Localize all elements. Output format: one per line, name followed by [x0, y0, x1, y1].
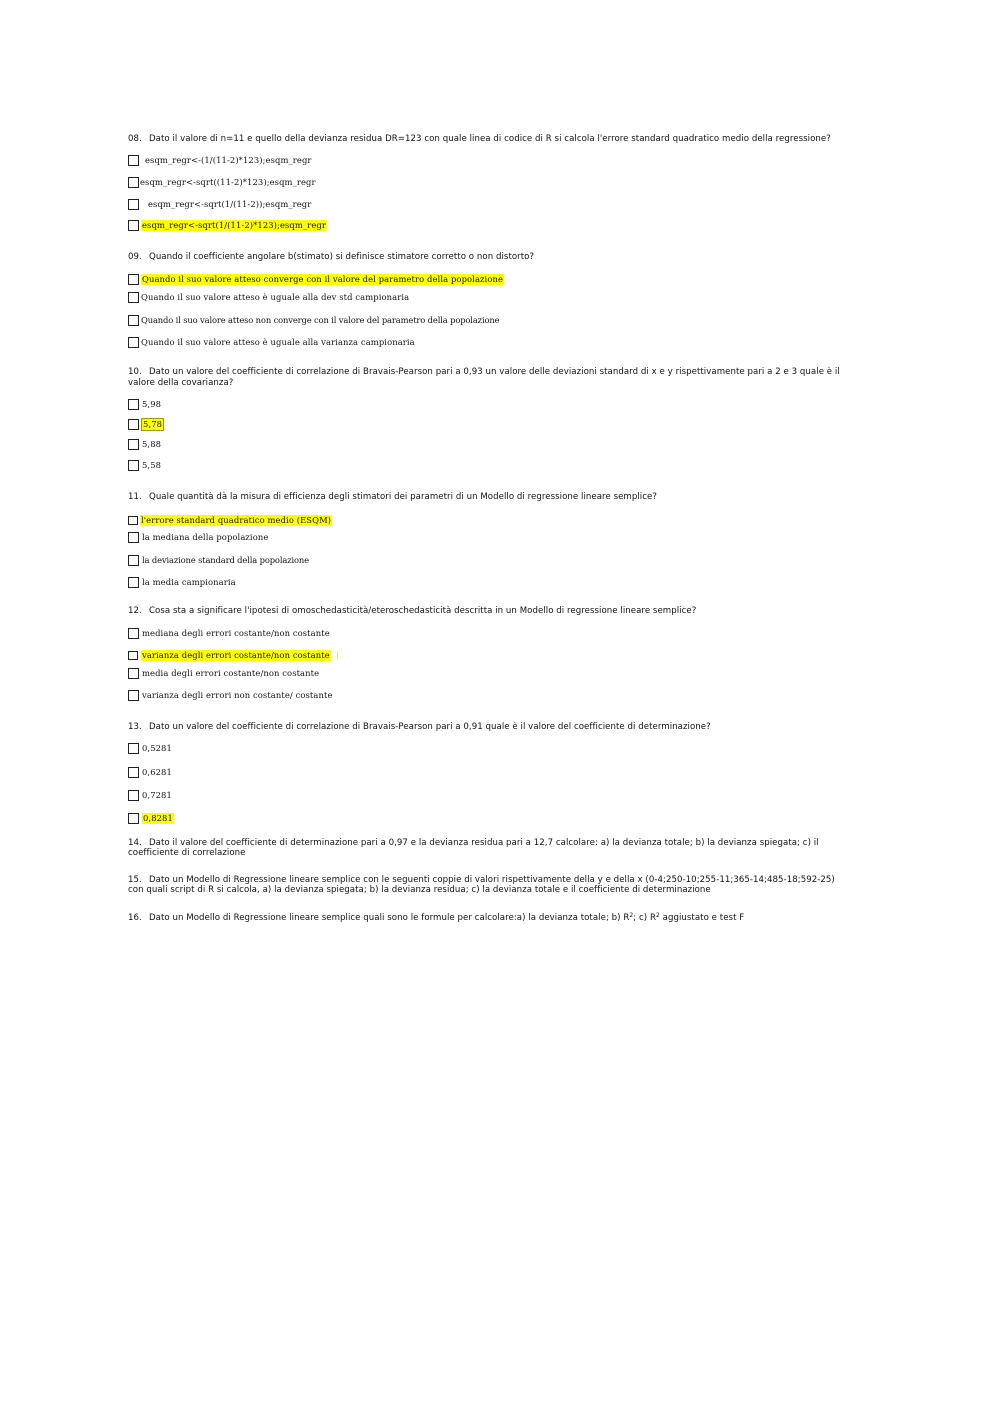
- question-number: 12.: [128, 606, 142, 616]
- question-text-line1: Dato un valore del coefficiente di correlazione di Bravais-Pearson pari a 0,93 un valore delle deviazioni standard di x e y rispettivamente pari a 2 e 3 quale è il: [149, 367, 840, 377]
- option-label-highlighted: 5,78: [143, 418, 163, 429]
- question-number: 13.: [128, 722, 142, 732]
- option-label: Quando il suo valore atteso non converge con il valore del parametro della popolazione: [141, 314, 500, 325]
- checkbox[interactable]: [128, 555, 139, 566]
- option-label-highlighted: l'errore standard quadratico medio (ESQM): [141, 514, 332, 525]
- option-12-c[interactable]: [128, 666, 319, 680]
- option-08-d[interactable]: [128, 218, 327, 232]
- question-09: [128, 252, 858, 263]
- option-13-a[interactable]: [128, 741, 172, 755]
- option-12-d[interactable]: [128, 688, 333, 702]
- option-13-d[interactable]: [128, 811, 174, 825]
- question-12: [128, 606, 858, 617]
- option-10-b[interactable]: [128, 417, 163, 431]
- option-12-a[interactable]: [128, 626, 330, 640]
- checkbox[interactable]: [128, 668, 139, 679]
- checkbox[interactable]: [128, 790, 139, 801]
- question-number: 14.: [128, 838, 142, 848]
- checkbox[interactable]: [128, 177, 139, 188]
- checkbox[interactable]: [128, 743, 139, 754]
- option-09-a[interactable]: [128, 272, 504, 286]
- question-text: Dato il valore di n=11 e quello della devianza residua DR=123 con quale linea di codice di R si calcola l'errore standard quadratico medio della regressione?: [149, 134, 831, 144]
- option-11-c[interactable]: [128, 553, 309, 567]
- option-11-a[interactable]: [128, 513, 332, 527]
- option-10-a[interactable]: [128, 397, 161, 411]
- question-number: 15.: [128, 875, 142, 885]
- option-label: la mediana della popolazione: [142, 531, 269, 542]
- checkbox[interactable]: [128, 439, 139, 450]
- option-13-b[interactable]: [128, 765, 172, 779]
- question-number: 08.: [128, 134, 142, 144]
- question-text-part3: aggiustato e test F: [659, 913, 745, 923]
- option-label: 5,88: [142, 438, 162, 449]
- option-label: media degli errori costante/non costante: [142, 667, 320, 678]
- question-08: [128, 134, 858, 145]
- option-13-c[interactable]: [128, 788, 172, 802]
- question-text-part2: ; c) R: [633, 913, 656, 923]
- question-text: Dato un valore del coefficiente di correlazione di Bravais-Pearson pari a 0,91 quale è il valore del coefficiente di determinazione?: [149, 722, 711, 732]
- option-11-d[interactable]: [128, 575, 236, 589]
- question-text-part1: Dato un Modello di Regressione lineare semplice quali sono le formule per calcolare:a) la devianza totale; b) R: [149, 913, 630, 923]
- checkbox[interactable]: [128, 516, 138, 525]
- question-text-line2: coefficiente di correlazione: [128, 847, 246, 858]
- option-08-c[interactable]: [128, 197, 311, 211]
- checkbox[interactable]: [128, 199, 139, 210]
- checkbox[interactable]: [128, 651, 138, 660]
- question-number: 09.: [128, 252, 142, 262]
- option-label: 0,5281: [142, 742, 172, 753]
- checkbox[interactable]: [128, 337, 139, 348]
- question-text-line1: Dato il valore del coefficiente di determinazione pari a 0,97 e la devianza residua pari a 12,7 calcolare: a) la devianza totale; b) la devianza spiegata; c) il: [149, 838, 819, 848]
- question-number: 10.: [128, 367, 142, 377]
- checkbox[interactable]: [128, 220, 139, 231]
- option-label: 5,58: [142, 459, 162, 470]
- question-15: [128, 876, 858, 895]
- question-text: Quale quantità dà la misura di efficienza degli stimatori dei parametri di un Modello di regressione lineare semplice?: [149, 492, 657, 502]
- option-label-highlighted: Quando il suo valore atteso converge con il valore del parametro della popolazione: [142, 273, 504, 284]
- question-text: Quando il coefficiente angolare b(stimato) si definisce stimatore corretto o non distorto?: [149, 252, 535, 262]
- question-text-line2: con quali script di R si calcola, a) la devianza spiegata; b) la devianza residua; c) la devianza totale e il coefficiente di determinazione: [128, 884, 711, 895]
- option-label: esqm_regr<-(1/(11-2)*123);esqm_regr: [145, 154, 312, 165]
- option-label: 0,6281: [142, 766, 172, 777]
- option-label: esqm_regr<-sqrt(1/(11-2));esqm_regr: [148, 198, 312, 209]
- option-09-c[interactable]: [128, 313, 499, 327]
- checkbox[interactable]: [128, 767, 139, 778]
- option-10-c[interactable]: [128, 437, 161, 451]
- option-label: 0,7281: [142, 789, 172, 800]
- option-10-d[interactable]: [128, 458, 161, 472]
- checkbox[interactable]: [128, 292, 139, 303]
- question-16: [128, 913, 858, 924]
- question-number: 16.: [128, 913, 142, 923]
- question-number: 11.: [128, 492, 142, 502]
- option-label-highlighted: 0,8281: [143, 812, 173, 823]
- option-label: Quando il suo valore atteso è uguale alla dev std campionaria: [141, 291, 410, 302]
- option-label: esqm_regr<-sqrt((11-2)*123);esqm_regr: [140, 176, 316, 187]
- superscript: 2: [655, 912, 660, 919]
- checkbox[interactable]: [128, 628, 139, 639]
- question-10: [128, 367, 858, 389]
- option-12-b[interactable]: [128, 648, 338, 662]
- option-label: la deviazione standard della popolazione: [142, 554, 309, 565]
- checkbox[interactable]: [128, 577, 139, 588]
- option-label: Quando il suo valore atteso è uguale alla varianza campionaria: [141, 336, 415, 347]
- checkbox[interactable]: [128, 419, 139, 430]
- option-09-b[interactable]: [128, 290, 409, 304]
- option-08-a[interactable]: [128, 153, 312, 167]
- checkbox[interactable]: [128, 155, 139, 166]
- checkbox[interactable]: [128, 460, 139, 471]
- checkbox[interactable]: [128, 532, 139, 543]
- checkbox[interactable]: [128, 399, 139, 410]
- highlight-marker: [337, 651, 338, 660]
- option-label: 5,98: [142, 398, 162, 409]
- option-08-b[interactable]: [128, 175, 316, 189]
- option-label-highlighted: varianza degli errori costante/non costante: [142, 649, 330, 660]
- option-label: varianza degli errori non costante/ costante: [142, 689, 333, 700]
- question-11: [128, 492, 858, 503]
- option-label-highlighted: esqm_regr<-sqrt(1/(11-2)*123);esqm_regr: [142, 219, 326, 230]
- question-text-line1: Dato un Modello di Regressione lineare semplice con le seguenti coppie di valori rispettivamente della y e della x (0-4;250-10;255-11;365-14;485-18;592-25): [149, 875, 835, 885]
- question-text-line2: valore della covarianza?: [128, 378, 234, 388]
- superscript: 2: [629, 912, 634, 919]
- checkbox[interactable]: [128, 274, 139, 285]
- question-13: [128, 722, 858, 733]
- option-09-d[interactable]: [128, 335, 415, 349]
- checkbox[interactable]: [128, 690, 139, 701]
- option-label: mediana degli errori costante/non costante: [142, 627, 330, 638]
- checkbox[interactable]: [128, 813, 139, 824]
- option-11-b[interactable]: [128, 530, 268, 544]
- question-14: [128, 839, 858, 858]
- question-text: Cosa sta a significare l'ipotesi di omoschedasticità/eteroschedasticità descritta in un Modello di regressione lineare semplice?: [149, 606, 697, 616]
- checkbox[interactable]: [128, 315, 139, 326]
- option-label: la media campionaria: [142, 576, 236, 587]
